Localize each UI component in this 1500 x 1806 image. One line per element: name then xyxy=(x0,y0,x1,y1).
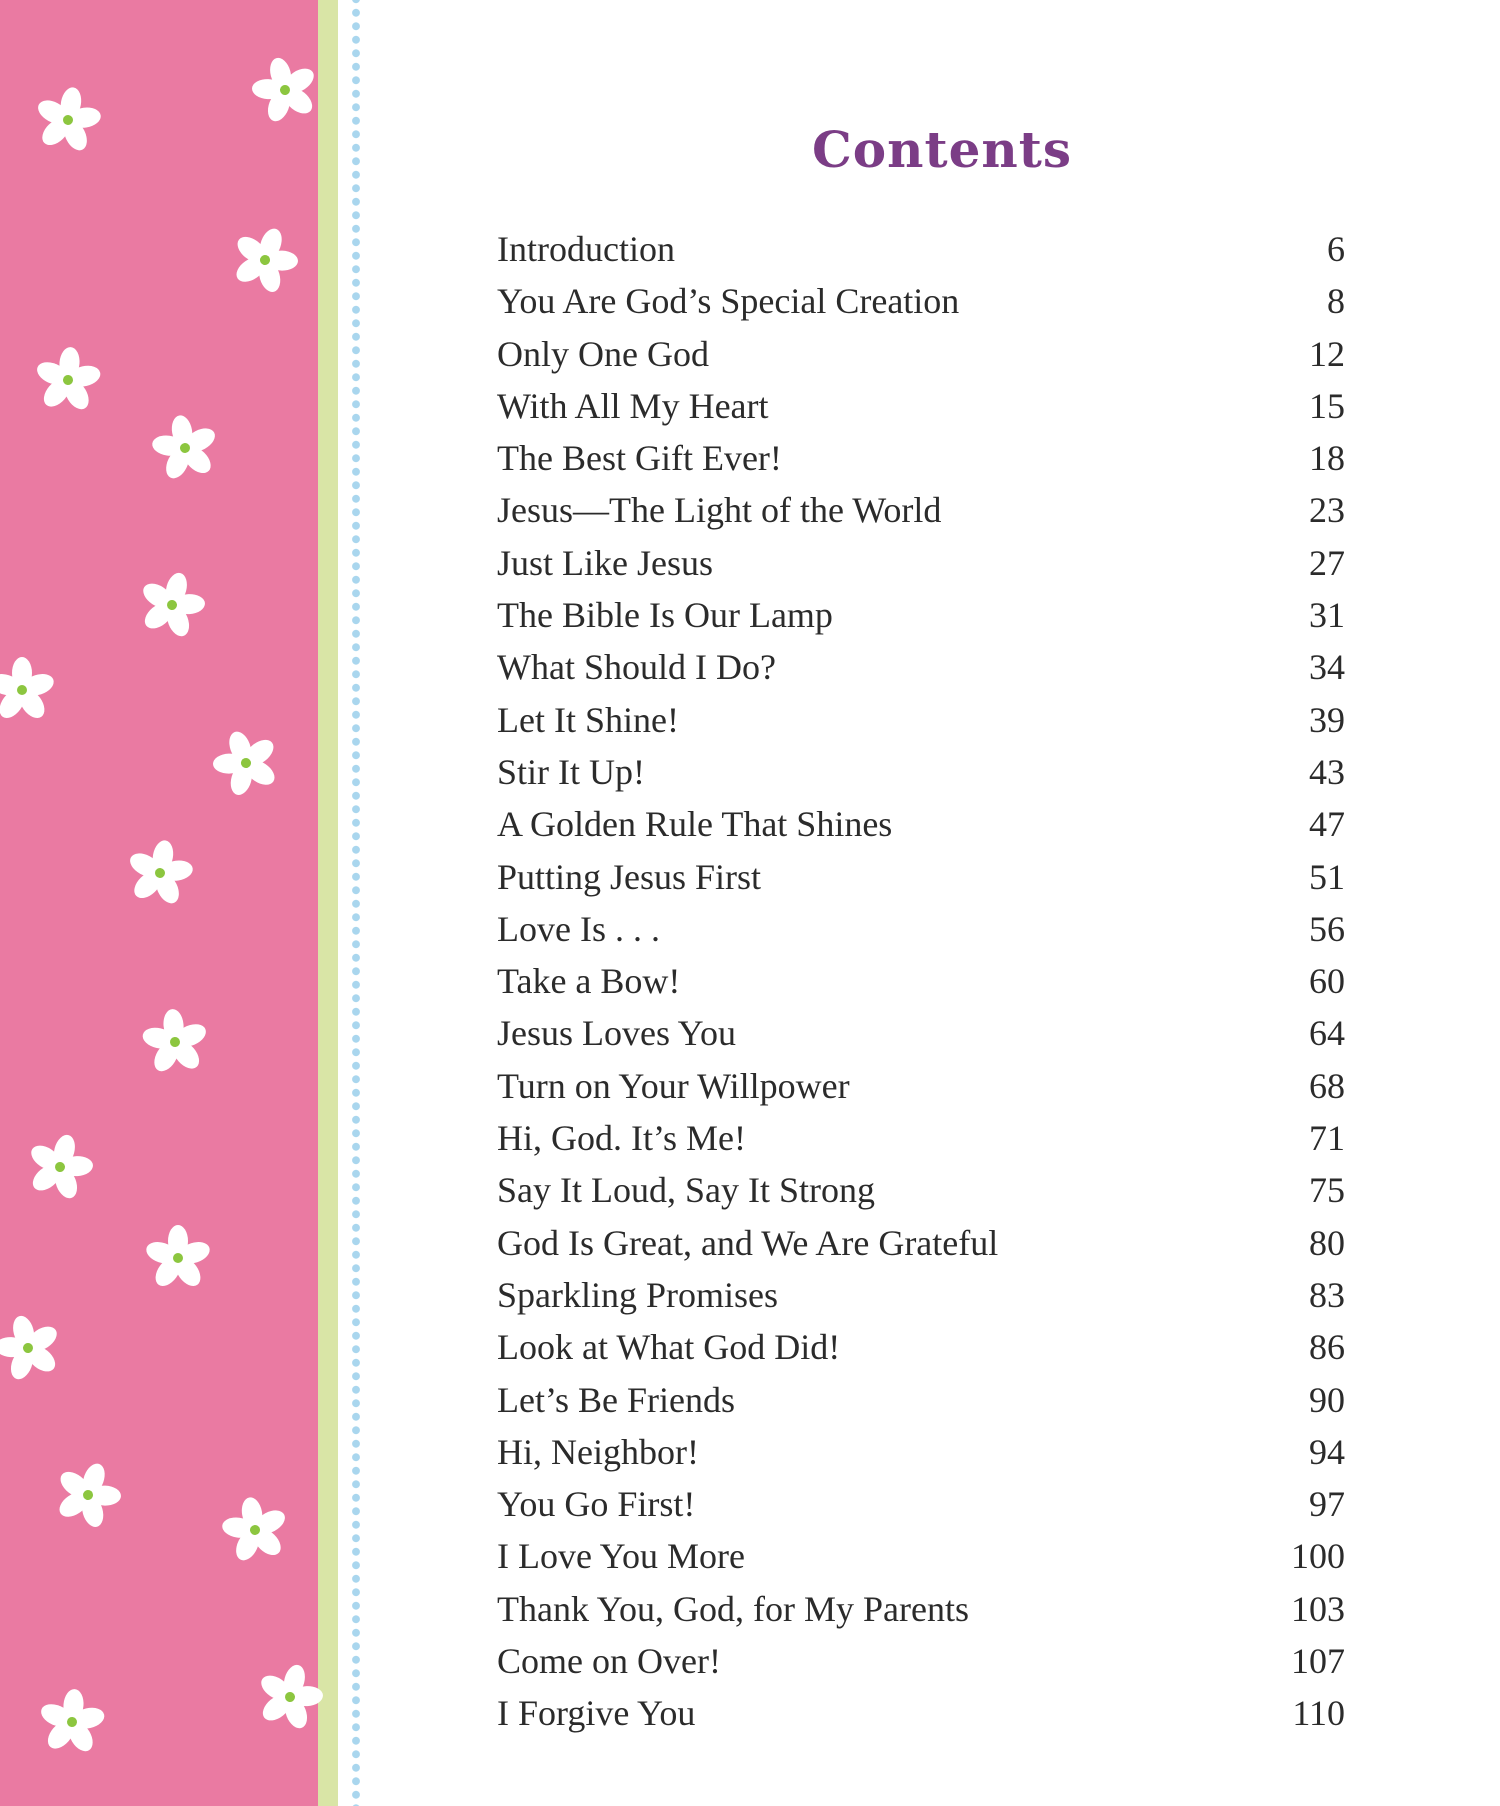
toc-entry-title: Introduction xyxy=(497,229,675,269)
toc-entry-title: The Bible Is Our Lamp xyxy=(497,595,833,636)
toc-entry xyxy=(497,1217,1345,1269)
page-title: Contents xyxy=(811,120,1072,179)
toc-entry-title: Putting Jesus First xyxy=(497,856,762,897)
toc-entry-title: Say It Loud, Say It Strong xyxy=(497,1170,875,1211)
toc-entry-page: 71 xyxy=(1309,1118,1345,1159)
toc-entry-title: Thank You, God, for My Parents xyxy=(497,1588,969,1629)
toc-entry-title: Hi, God. It’s Me! xyxy=(497,1118,746,1159)
toc-entry-title: Sparkling Promises xyxy=(497,1274,779,1315)
toc-entry-title: A Golden Rule That Shines xyxy=(497,804,893,845)
toc-entry-page: 51 xyxy=(1309,856,1345,897)
toc-entry-page: 86 xyxy=(1309,1327,1345,1368)
toc-entry xyxy=(497,432,1345,484)
toc-entry-page: 110 xyxy=(1292,1693,1345,1734)
toc-entry-page: 100 xyxy=(1291,1536,1345,1577)
daisy-icon xyxy=(0,650,62,730)
toc-entry-title: You Go First! xyxy=(497,1484,696,1525)
toc-entry xyxy=(497,641,1345,693)
daisy-icon xyxy=(138,1218,218,1298)
toc-entry-page: 27 xyxy=(1309,542,1345,583)
toc-entry-page: 39 xyxy=(1309,699,1345,740)
toc-entry xyxy=(497,694,1345,746)
toc-entry-title: Let It Shine! xyxy=(497,699,679,740)
daisy-icon xyxy=(132,565,212,645)
toc-entry-title: What Should I Do? xyxy=(497,647,776,688)
daisy-icon xyxy=(206,723,286,803)
daisy-icon xyxy=(0,1308,68,1388)
toc-entry-page: 80 xyxy=(1309,1222,1345,1263)
toc-entry-page: 31 xyxy=(1309,595,1345,636)
toc-entry xyxy=(497,1112,1345,1164)
toc-entry-title: Only One God xyxy=(497,333,709,374)
toc-entry xyxy=(497,1007,1345,1059)
toc-entry xyxy=(497,1164,1345,1216)
toc-entry-title: Jesus—The Light of the World xyxy=(497,490,942,531)
toc-entry xyxy=(497,1426,1345,1478)
toc-entry-page: 103 xyxy=(1291,1588,1345,1629)
toc-entry-page: 94 xyxy=(1309,1431,1345,1472)
toc-entry xyxy=(497,1530,1345,1582)
toc-entry-page: 68 xyxy=(1309,1065,1345,1106)
toc-entry xyxy=(497,1269,1345,1321)
toc-entry-page: 8 xyxy=(1327,281,1345,322)
toc-entry xyxy=(497,380,1345,432)
toc-entry xyxy=(497,589,1345,641)
toc-entry-title: Hi, Neighbor! xyxy=(497,1431,699,1472)
toc-entry xyxy=(497,851,1345,903)
toc-entry xyxy=(497,275,1345,327)
daisy-icon xyxy=(145,408,225,488)
toc-entry-page: 47 xyxy=(1309,804,1345,845)
toc-entry-page: 43 xyxy=(1309,751,1345,792)
daisy-icon xyxy=(120,833,200,913)
toc-entry-page: 90 xyxy=(1309,1379,1345,1420)
decorative-dot-border xyxy=(350,0,362,1806)
toc-entry xyxy=(497,1374,1345,1426)
toc-list xyxy=(497,223,1345,1740)
toc-entry-page: 83 xyxy=(1309,1274,1345,1315)
toc-entry-title: Come on Over! xyxy=(497,1641,721,1682)
toc-entry xyxy=(497,223,1345,275)
toc-entry-title: Love Is . . . xyxy=(497,908,660,949)
toc-entry-page: 64 xyxy=(1309,1013,1345,1054)
toc-entry xyxy=(497,328,1345,380)
toc-entry-page: 60 xyxy=(1309,961,1345,1002)
daisy-icon xyxy=(28,80,108,160)
toc-entry-title: Take a Bow! xyxy=(497,961,681,1002)
toc-entry-title: The Best Gift Ever! xyxy=(497,438,782,479)
daisy-icon xyxy=(32,1682,112,1762)
toc-entry-page: 97 xyxy=(1309,1484,1345,1525)
toc-entry-title: Just Like Jesus xyxy=(497,542,713,583)
toc-entry-title: Look at What God Did! xyxy=(497,1327,841,1368)
toc-entry-page: 18 xyxy=(1309,438,1345,479)
toc-entry-title: Stir It Up! xyxy=(497,751,645,792)
toc-entry-title: With All My Heart xyxy=(497,385,769,426)
toc-entry-page: 107 xyxy=(1291,1641,1345,1682)
daisy-icon xyxy=(250,1657,330,1737)
daisy-icon xyxy=(20,1127,100,1207)
toc-entry xyxy=(497,955,1345,1007)
daisy-icon xyxy=(28,340,108,420)
daisy-icon xyxy=(135,1002,215,1082)
daisy-icon xyxy=(48,1455,128,1535)
toc-entry-page: 75 xyxy=(1309,1170,1345,1211)
toc-entry-page: 23 xyxy=(1309,490,1345,531)
toc-entry-title: Turn on Your Willpower xyxy=(497,1065,850,1106)
toc-entry xyxy=(497,1478,1345,1530)
toc-entry xyxy=(497,1321,1345,1373)
toc-entry-title: God Is Great, and We Are Grateful xyxy=(497,1222,999,1263)
toc-entry-page: 56 xyxy=(1309,908,1345,949)
daisy-icon xyxy=(215,1490,295,1570)
toc-entry xyxy=(497,1060,1345,1112)
toc-entry-page: 6 xyxy=(1327,229,1345,269)
decorative-green-stripe xyxy=(318,0,338,1806)
toc-entry xyxy=(497,746,1345,798)
toc-entry-page: 15 xyxy=(1309,385,1345,426)
daisy-icon xyxy=(245,50,325,130)
toc-entry-title: I Love You More xyxy=(497,1536,745,1577)
daisy-icon xyxy=(225,220,305,300)
toc-entry-title: Let’s Be Friends xyxy=(497,1379,735,1420)
toc-entry-title: You Are God’s Special Creation xyxy=(497,281,960,322)
toc-entry-page: 34 xyxy=(1309,647,1345,688)
toc-entry xyxy=(497,1583,1345,1635)
toc-entry xyxy=(497,484,1345,536)
toc-entry xyxy=(497,1635,1345,1687)
toc-entry-title: I Forgive You xyxy=(497,1693,696,1734)
toc-entry-page: 12 xyxy=(1309,333,1345,374)
toc-entry-title: Jesus Loves You xyxy=(497,1013,737,1054)
toc-entry xyxy=(497,903,1345,955)
toc-entry xyxy=(497,798,1345,850)
toc-entry xyxy=(497,537,1345,589)
toc-entry xyxy=(497,1687,1345,1739)
